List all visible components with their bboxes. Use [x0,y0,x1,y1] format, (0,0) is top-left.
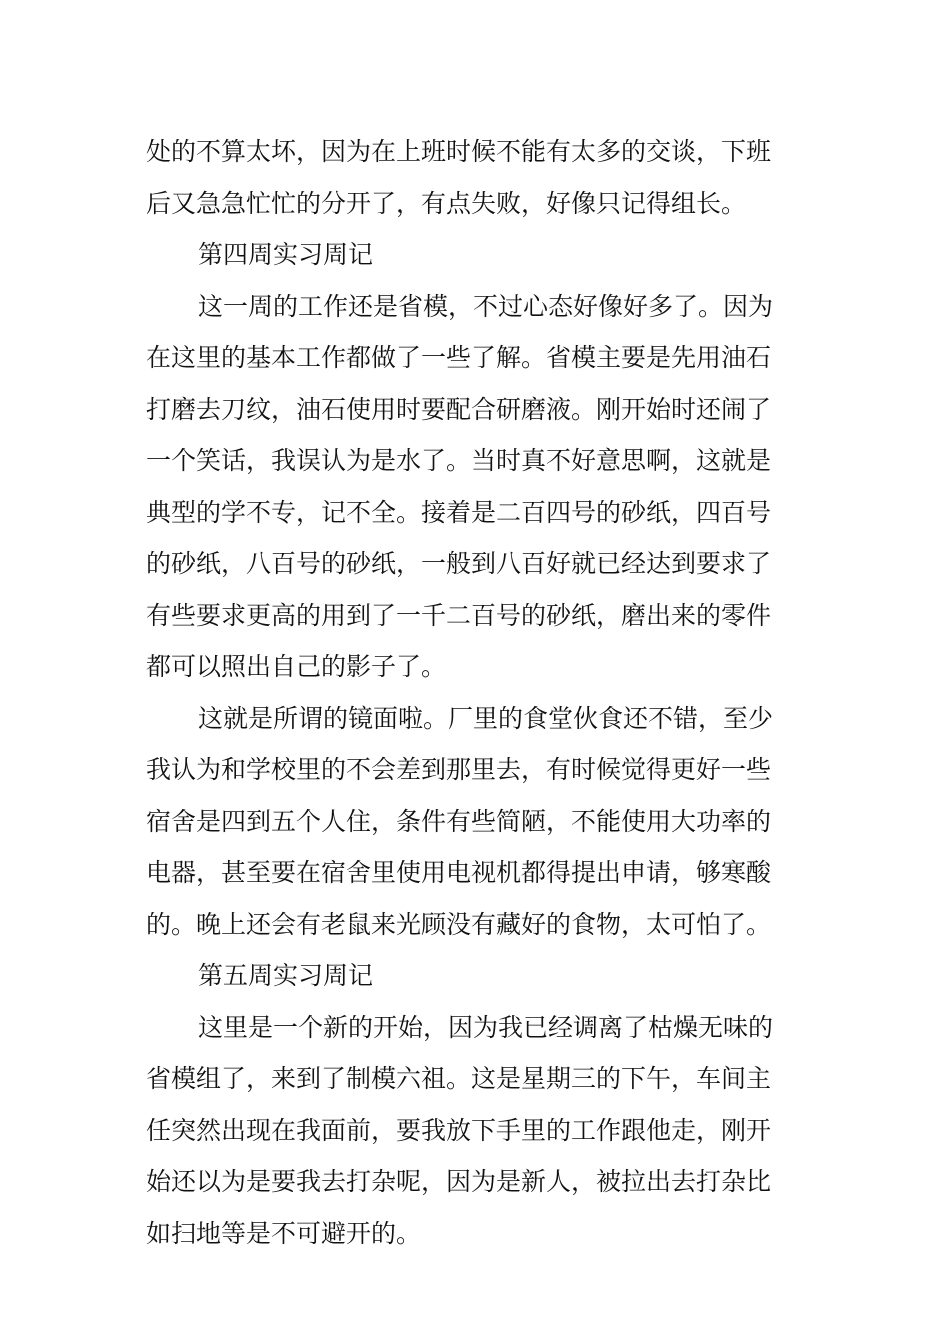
text-line: 有些要求更高的用到了一千二百号的砂纸，磨出来的零件 [146,600,772,630]
text-line: 任突然出现在我面前，要我放下手里的工作跟他走，刚开 [146,1115,772,1145]
text-line: 这就是所谓的镜面啦。厂里的食堂伙食还不错，至少 [198,703,774,733]
text-line: 省模组了，来到了制模六祖。这是星期三的下午，车间主 [146,1064,772,1093]
document-body [146,126,812,1259]
text-line: 如扫地等是不可避开的。 [146,1218,422,1248]
text-line: 一个笑话，我误认为是水了。当时真不好意思啊，这就是 [146,446,772,475]
text-line: 都可以照出自己的影子了。 [146,652,447,681]
text-line: 这里是一个新的开始，因为我已经调离了枯燥无味的 [198,1012,774,1042]
text-line: 的。晚上还会有老鼠来光顾没有藏好的食物，太可怕了。 [146,909,772,939]
text-line: 的砂纸，八百号的砂纸，一般到八百好就已经达到要求了 [146,549,772,578]
text-line: 这一周的工作还是省模，不过心态好像好多了。因为 [198,291,774,321]
text-line: 在这里的基本工作都做了一些了解。省模主要是先用油石 [146,343,772,372]
text-line: 电器，甚至要在宿舍里使用电视机都得提出申请，够寒酸 [146,858,772,887]
text-line: 处的不算太坏，因为在上班时候不能有太多的交谈，下班 [146,137,772,166]
section-heading-week-5: 第五周实习周记 [198,961,374,990]
text-line: 后又急急忙忙的分开了，有点失败，好像只记得组长。 [146,188,747,218]
text-line: 我认为和学校里的不会差到那里去，有时候觉得更好一些 [146,755,772,784]
text-line: 始还以为是要我去打杂呢，因为是新人，被拉出去打杂比 [146,1167,772,1196]
text-line: 典型的学不专，记不全。接着是二百四号的砂纸，四百号 [146,497,772,527]
text-line: 打磨去刀纹，油石使用时要配合研磨液。刚开始时还闹了 [146,394,772,424]
text-line: 宿舍是四到五个人住，条件有些简陋，不能使用大功率的 [146,806,772,836]
section-heading-week-4: 第四周实习周记 [198,240,374,269]
